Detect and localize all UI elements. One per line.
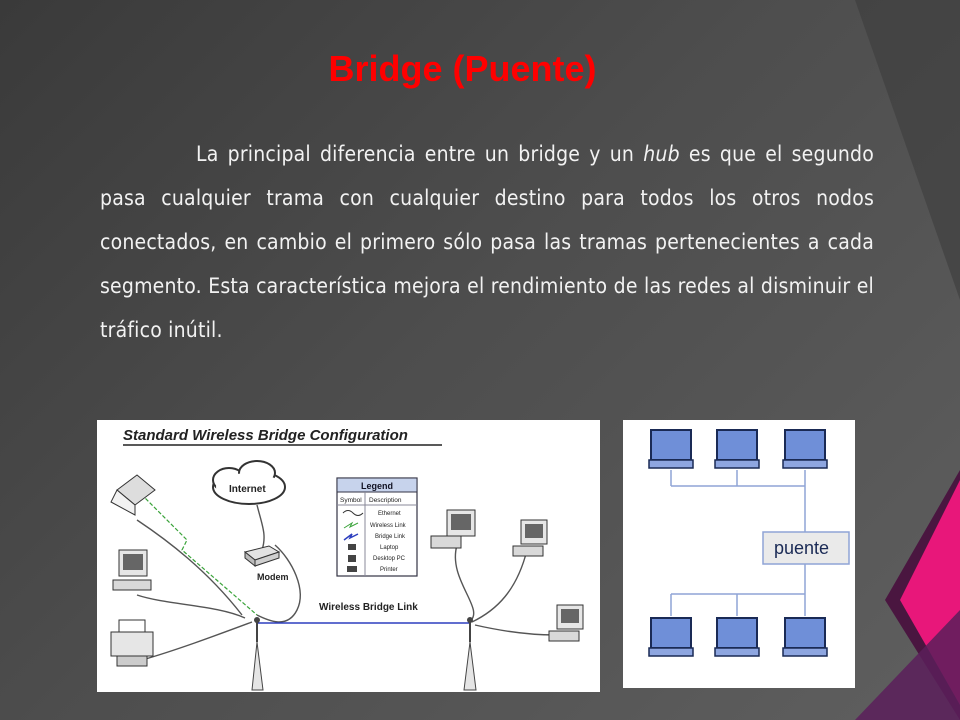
laptop-icon [111, 475, 155, 515]
paragraph-emphasis: hub [643, 142, 680, 166]
internet-cloud-icon [213, 461, 285, 504]
monitor-top-2-icon [715, 430, 759, 468]
legend-printer-symbol [347, 566, 357, 572]
bridge-antenna-left-icon [252, 617, 263, 690]
paragraph-rest: es que el segundo pasa cualquier trama con cualquier destino para todos los otros nodos conectados, en cambio el primero sólo pasa las tramas pertenecientes a cada segmento. Esta característica mejora el rendimiento de las redes al disminuir el tráfico inútil. [100, 142, 874, 342]
bridge-antenna-right-icon [464, 617, 476, 690]
legend-row-wireless: Wireless Link [370, 523, 406, 529]
internet-label: Internet [229, 484, 266, 495]
legend-desktop-symbol [348, 555, 356, 562]
wireless-link-line [137, 490, 257, 615]
monitor-bottom-3-icon [783, 618, 827, 656]
legend [337, 478, 417, 576]
monitor-top-3-icon [783, 430, 827, 468]
modem-label: Modem [257, 572, 289, 582]
monitor-top-1-icon [649, 430, 693, 468]
wireless-bridge-diagram [97, 420, 600, 692]
legend-col-description: Description [369, 497, 402, 504]
printer-icon [111, 620, 153, 666]
paragraph-start: La principal diferencia entre un bridge y un [196, 142, 644, 166]
legend-row-printer: Printer [380, 567, 398, 573]
legend-title: Legend [361, 481, 394, 491]
slide-title: Bridge (Puente) [328, 48, 597, 89]
bridge-label: puente [774, 538, 830, 558]
bridge-link-label: Wireless Bridge Link [319, 602, 418, 613]
wireless-diagram-heading: Standard Wireless Bridge Configuration [123, 427, 408, 444]
monitor-bottom-2-icon [715, 618, 759, 656]
chevron-decoration [855, 0, 960, 720]
bridge-segment-diagram [623, 420, 855, 688]
desktop-pc-right-mid-icon [513, 520, 547, 556]
desktop-pc-right-bottom-icon [549, 605, 583, 641]
body-paragraph [100, 132, 874, 352]
legend-col-symbol: Symbol [340, 497, 362, 504]
legend-row-bridge: Bridge Link [375, 534, 406, 540]
legend-row-ethernet: Ethernet [378, 511, 401, 517]
legend-row-desktop: Desktop PC [373, 556, 406, 562]
desktop-pc-right-top-icon [431, 510, 475, 548]
modem-icon [245, 546, 279, 566]
wireless-diagram-canvas [97, 420, 600, 692]
legend-laptop-symbol [348, 544, 356, 550]
bridge-diagram-canvas [623, 420, 855, 688]
monitor-bottom-1-icon [649, 618, 693, 656]
desktop-pc-left-icon [113, 550, 151, 590]
legend-row-laptop: Laptop [380, 545, 399, 551]
